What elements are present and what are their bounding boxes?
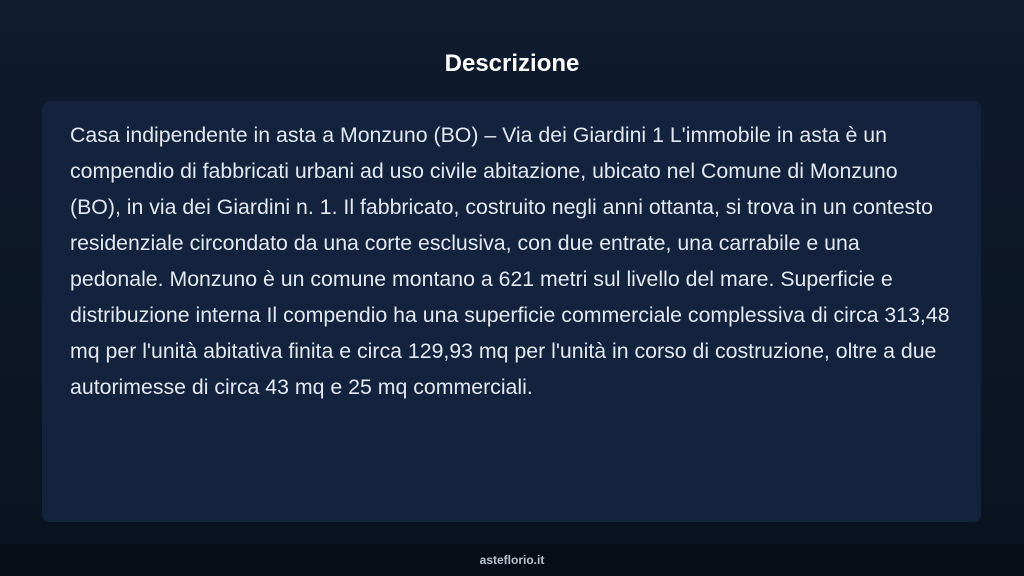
description-card	[42, 101, 981, 522]
page-title: Descrizione	[444, 50, 580, 77]
footer-site-label: asteflorio.it	[479, 553, 545, 567]
description-text: Casa indipendente in asta a Monzuno (BO) – Via dei Giardini 1 L'immobile in asta è un compendio di fabbricati urbani ad uso civile abitazione, ubicato nel Comune di Monzuno (BO), in via dei Giardini n. 1. Il fabbricato, costruito negli anni ottanta, si trova in un contesto residenziale circondato da una corte esclusiva, con due entrate, una carrabile e una pedonale. Monzuno è un comune montano a 621 metri sul livello del mare. Superficie e distribuzione interna Il compendio ha una superficie commerciale complessiva di circa 313,48 mq per l'unità abitativa finita e circa 129,93 mq per l'unità in corso di costruzione, oltre a due autorimesse di circa 43 mq e 25 mq commerciali.	[70, 123, 950, 399]
footer-bar	[0, 544, 1024, 576]
